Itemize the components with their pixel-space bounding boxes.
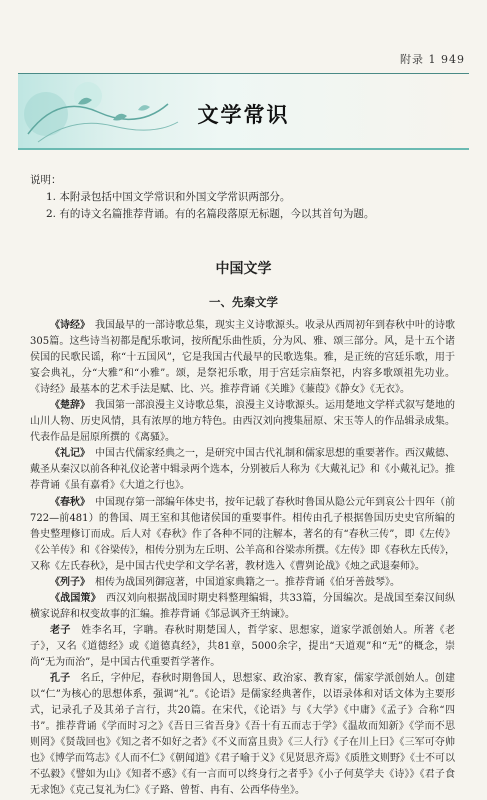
entry-text: 我国第一部浪漫主义诗歌总集，浪漫主义诗歌源头。运用楚地文学样式叙写楚地的山川人物、历史风情，具有浓厚的地方特色。由西汉刘向搜集屈原、宋玉等人的作品辑录成集。代表作品是屈原所撰的《离骚》。	[30, 400, 455, 444]
entry-paragraph	[30, 398, 455, 446]
section-title: 中国文学	[215, 261, 272, 277]
entry-text: 相传为战国列御寇著，中国道家典籍之一。推荐背诵《伯牙善鼓琴》。	[85, 576, 400, 588]
entry-term: 《礼记》	[50, 448, 85, 460]
entry-paragraph	[30, 591, 455, 623]
entry-paragraph	[30, 446, 455, 494]
entry-term: 《战国策》	[50, 592, 96, 604]
entry-paragraph	[30, 318, 455, 398]
entry-term: 《诗经》	[50, 320, 85, 331]
notes-label: 说明：	[30, 174, 62, 186]
entry-text: 名丘，字仲尼，春秋时期鲁国人，思想家、政治家、教育家，儒家学派创始人。创建以“仁”为核心的思想体系，强调“礼”。《论语》是儒家经典著作，以语录体和对话文体为主要形式，记录孔子及其弟子言行，共20篇。在宋代，《论语》与《大学》《中庸》《孟子》合称“四书”。推荐背诵《学而时习之》《吾日三省吾身》《吾十有五而志于学》《温故而知新》《学而不思则罔》《贤哉回也》《知之者不如好之者》《不义而富且贵》《三人行》《子在川上曰》《三军可夺帅也》《博学而笃志》《人而不仁》《朝闻道》《君子喻于义》《见贤思齐焉》《质胜文则野》《士不可以不弘毅》《譬如为山》《知者不惑》《有一言而可以终身行之者乎》《小子何莫学夫《诗》》《君子食无求饱》《克己复礼为仁》《子路、曾皙、冉有、公西华侍坐》。	[30, 673, 456, 797]
entry-term: 《列子》	[50, 576, 85, 588]
note-item: 2. 有的诗文名篇推荐背诵。有的名篇段落原无标题，今以其首句为题。	[46, 208, 375, 220]
entries-list	[30, 318, 455, 799]
entry-text: 姓李名耳，字聃。春秋时期楚国人，哲学家、思想家，道家学派创始人。所著《老子》，又名《道德经》或《道德真经》，共81章，5000余字，提出“天道观”和“无”的概念，崇尚“无为而治”，是中国古代重要哲学著作。	[30, 624, 456, 668]
entry-paragraph	[30, 623, 455, 671]
notes-block	[30, 172, 374, 223]
entry-text: 我国最早的一部诗歌总集，现实主义诗歌源头。收录从西周初年到春秋中叶的诗歌305篇。这些诗当初都是配乐歌词，按所配乐曲性质，分为风、雅、颂三部分。风，是十五个诸侯国的民歌民谣，称“十五国风”，它是我国古代最早的民歌选集。雅，是正统的宫廷乐歌，用于宴会典礼，分“大雅”和“小雅”。颂，是祭祀乐歌，用于宫廷宗庙祭祀，内容多歌颂祖先功业。《诗经》最基本的艺术手法是赋、比、兴。推荐背诵《关雎》《蒹葭》《静女》《无衣》。	[30, 320, 455, 396]
page-title: 文学常识	[197, 102, 290, 127]
entry-paragraph	[30, 671, 455, 799]
title-banner	[18, 74, 469, 150]
entry-term: 老子	[50, 624, 71, 636]
entry-term: 孔子	[50, 673, 71, 685]
entry-text: 西汉刘向根据战国时期史料整理编辑，共33篇，分国编次。是战国至秦汉间纵横家说辞和权变故事的汇编。推荐背诵《邹忌讽齐王纳谏》。	[30, 592, 455, 620]
entry-term: 《春秋》	[50, 496, 85, 508]
running-header	[18, 43, 469, 74]
entry-text: 中国现存第一部编年体史书，按年记载了春秋时鲁国从隐公元年到哀公十四年（前722—前481）的鲁国、周王室和其他诸侯国的重要事件。相传由孔子根据鲁国历史史官所编的鲁史整理修订而成。后人对《春秋》作了各种不同的注解本，著名的有“春秋三传”，即《左传》《公羊传》和《谷梁传》，相传分别为左丘明、公羊高和谷梁赤所撰。《左传》即《春秋左氏传》，又称《左氏春秋》，是中国古代史学和文学名著，教材选入《曹刿论战》《烛之武退秦师》。	[30, 496, 455, 572]
note-item: 1. 本附录包括中国文学常识和外国文学常识两部分。	[46, 191, 291, 203]
subsection-title: 一、先秦文学	[209, 295, 278, 309]
entry-paragraph	[30, 575, 455, 591]
entry-term: 《楚辞》	[50, 400, 85, 412]
entry-paragraph	[30, 495, 455, 575]
entry-text: 中国古代儒家经典之一，是研究中国古代礼制和儒家思想的重要著作。西汉戴德、戴圣从秦汉以前各种礼仪论著中辑录两个选本，分别被后人称为《大戴礼记》和《小戴礼记》。推荐背诵《虽有嘉肴》《大道之行也》。	[30, 448, 455, 492]
page-number: 附录 1 949	[400, 53, 465, 66]
